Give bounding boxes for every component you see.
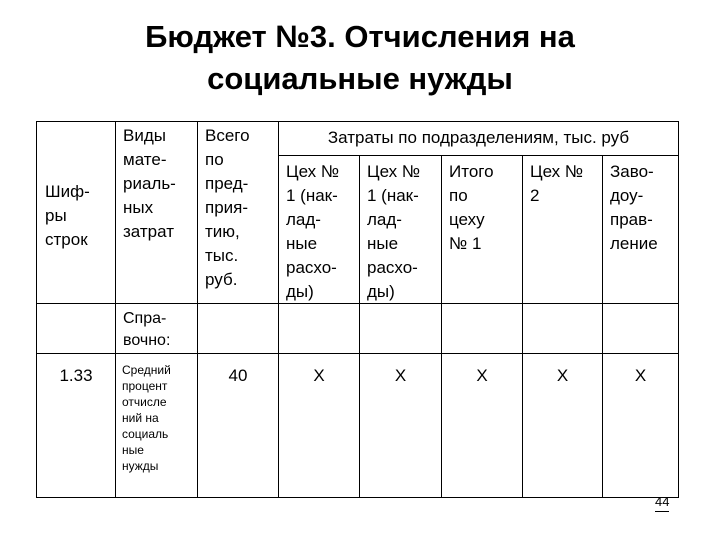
table-bottom-border [36,497,679,498]
row-value-workshop2: Х [556,366,569,385]
header-subcolumn-plant-management: Заво- доу- прав- ление [610,162,658,253]
column-divider-1 [115,121,116,498]
row-value-workshop1-a: Х [313,366,325,385]
reference-row-divider [36,353,679,354]
division-header-divider [278,155,679,156]
header-division-costs: Затраты по подразделениям, тыс. руб [327,128,630,147]
column-divider-3 [278,121,279,498]
row-name: Средний процент отчисле ний на социаль ные нужды [122,363,171,473]
reference-label: Спра- вочно: [123,310,171,349]
header-bottom-border [36,303,679,304]
column-divider-4 [359,155,360,498]
row-value-plant-management: Х [634,366,647,385]
header-subcolumn-workshop2: Цех № 2 [530,162,584,205]
table-left-border [36,121,37,498]
title-line-1: Бюджет №3. Отчисления на [145,19,575,54]
row-value-workshop1-total: Х [476,366,488,385]
header-subcolumn-workshop1-a: Цех № 1 (нак- лад- ные расхо- ды) [286,162,340,301]
header-row-code: Шиф- ры строк [45,182,90,249]
row-code: 1.33 [59,366,93,385]
header-enterprise-total: Всего по пред- прия- тию, тыс. руб. [205,126,250,289]
column-divider-2 [197,121,198,498]
column-divider-6 [522,155,523,498]
title-line-2: социальные нужды [207,61,513,96]
page-number: 44 [655,494,669,512]
table-right-border [678,121,679,498]
header-material-costs: Виды мате- риаль- ных затрат [123,126,176,241]
column-divider-7 [602,155,603,498]
table-top-border [36,121,679,122]
row-value-workshop1-b: Х [394,366,407,385]
header-subcolumn-workshop1-b: Цех № 1 (нак- лад- ные расхо- ды) [367,162,421,301]
header-subcolumn-workshop1-total: Итого по цеху № 1 [449,162,494,253]
row-total: 40 [228,366,248,385]
column-divider-5 [441,155,442,498]
